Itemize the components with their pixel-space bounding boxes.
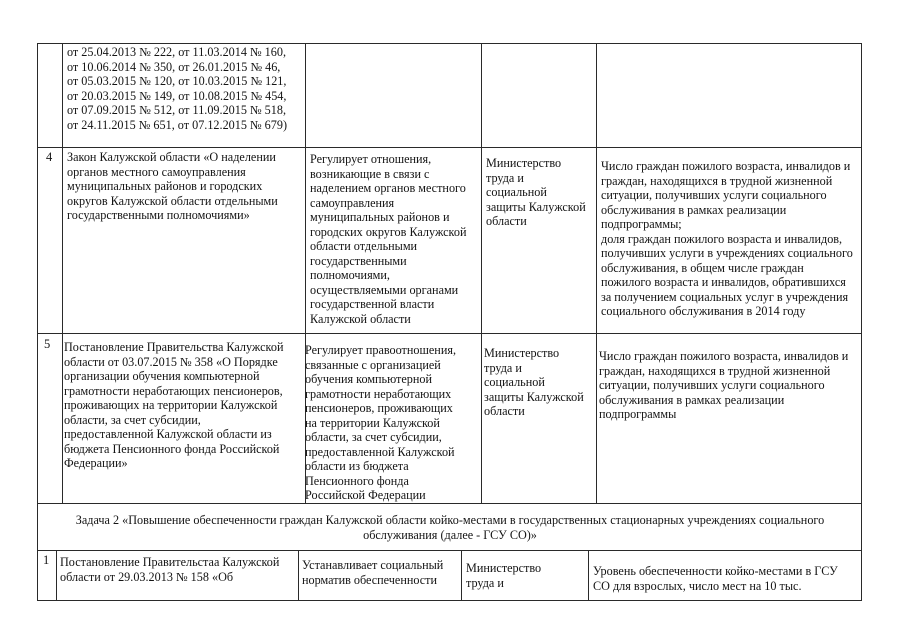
row-divider: [37, 43, 862, 44]
column-divider: [62, 43, 63, 503]
text-line: подпрограммы;: [601, 217, 682, 231]
text-line: граждан, находящихся в трудной жизненной: [601, 173, 833, 188]
row-number: 5: [44, 337, 51, 351]
row-divider: [37, 503, 862, 504]
text-line: Постановление Правительстаа Калужской: [60, 555, 280, 569]
text-line: предоставленной Калужской: [305, 444, 455, 459]
text-line: от 20.03.2015 № 149, от 10.08.2015 № 454,: [67, 88, 287, 103]
row-prev-document: [67, 45, 303, 132]
text-line: Число граждан пожилого возраста, инвалидов и: [601, 159, 851, 173]
row4-indicators: [601, 159, 859, 319]
text-line: от 25.04.2013 № 222, от 11.03.2014 № 160,: [67, 45, 286, 59]
text-line: Регулирует отношения,: [310, 152, 432, 166]
text-line: ситуации, получивших услуги социального: [601, 188, 827, 202]
text-line: бюджета Пенсионного фонда Российской: [64, 441, 280, 456]
row5-subject: [305, 343, 480, 503]
row1-subject: [302, 558, 460, 587]
row5-executor: [484, 346, 594, 419]
row-divider: [37, 550, 862, 551]
text-line: пожилого возраста и инвалидов, обратившихся: [601, 275, 846, 289]
table-right-border: [861, 43, 862, 503]
row-number: 4: [46, 150, 53, 164]
text-line: органов местного самоуправления: [67, 164, 246, 179]
table-left-border: [37, 43, 38, 503]
text-line: граждан, находящихся в трудной жизненной: [599, 363, 831, 378]
text-line: возникающие в связи с: [310, 166, 430, 181]
text-line: наделением органов местного: [310, 181, 466, 195]
text-line: области отдельными: [310, 239, 418, 253]
row5-document: [64, 340, 304, 471]
text-line: труда и: [484, 360, 522, 375]
text-line: на территории Калужской: [305, 415, 440, 430]
text-line: связанные с организацией: [305, 357, 441, 372]
text-line: проживающих на территории Калужской: [64, 398, 278, 412]
text-line: труда и: [486, 170, 524, 185]
text-line: области: [484, 404, 525, 418]
text-line: социального обслуживания в 2014 году: [601, 304, 806, 318]
text-line: полномочиями,: [310, 268, 390, 282]
text-line: области от 29.03.2013 № 158 «Об: [60, 569, 234, 584]
text-line: за получением социальных услуг в учреждения: [601, 289, 849, 304]
text-line: Число граждан пожилого возраста, инвалидов и: [599, 349, 849, 363]
table-right-border: [861, 503, 862, 550]
text-line: грамотности неработающих пенсионеров,: [64, 383, 283, 398]
text-line: Министерство: [486, 156, 562, 170]
text-line: осуществляемыми органами: [310, 282, 459, 297]
text-line: Регулирует правоотношения,: [305, 343, 456, 357]
text-line: Задача 2 «Повышение обеспеченности граждан Калужской области койко-местами в государственных стационарных учреждениях социального: [75, 513, 825, 527]
text-line: самоуправления: [310, 195, 395, 210]
row-number: 1: [43, 553, 50, 567]
column-divider: [481, 43, 482, 503]
text-line: Уровень обеспеченности койко-местами в ГСУ: [593, 564, 838, 578]
row5-indicators: [599, 349, 859, 422]
row4-executor: [486, 156, 594, 229]
text-line: Постановление Правительства Калужской: [64, 340, 284, 354]
text-line: Федерации»: [64, 456, 128, 470]
task-heading: [40, 513, 860, 543]
text-line: социальной: [484, 375, 545, 389]
text-line: области, за счет субсидии,: [64, 412, 201, 427]
text-line: получивших услуги в учреждениях социального: [601, 246, 853, 260]
text-line: обслуживания (далее - ГСУ СО)»: [363, 528, 537, 542]
row-divider: [37, 147, 862, 148]
row1-executor: [466, 561, 586, 590]
text-line: ситуации, получивших услуги социального: [599, 378, 825, 392]
text-line: Министерство: [466, 561, 542, 575]
text-line: норматив обеспеченности: [302, 572, 438, 587]
text-line: от 10.06.2014 № 350, от 26.01.2015 № 46,: [67, 59, 281, 74]
column-divider: [56, 550, 57, 600]
text-line: от 24.11.2015 № 651, от 07.12.2015 № 679): [67, 117, 288, 132]
text-line: СО для взрослых, число мест на 10 тыс.: [593, 578, 802, 593]
text-line: области, за счет субсидии,: [305, 430, 442, 444]
row1-indicators: [593, 564, 859, 593]
text-line: государственными: [310, 253, 407, 268]
text-line: муниципальных районов и: [310, 210, 450, 224]
text-line: Закон Калужской области «О наделении: [67, 150, 276, 164]
column-divider: [461, 550, 462, 600]
text-line: подпрограммы: [599, 407, 677, 421]
text-line: Министерство: [484, 346, 560, 360]
text-line: области из бюджета: [305, 459, 409, 473]
row4-subject: [310, 152, 480, 326]
text-line: пенсионеров, проживающих: [305, 401, 453, 415]
table-right-border: [861, 550, 862, 600]
text-line: государственной власти: [310, 297, 435, 311]
text-line: Устанавливает социальный: [302, 558, 444, 572]
row4-document: [67, 150, 303, 223]
text-line: округов Калужской области отдельными: [67, 193, 278, 208]
text-line: Российской Федерации: [305, 488, 426, 502]
text-line: обслуживания в рамках реализации: [601, 202, 787, 217]
table-left-border: [37, 550, 38, 600]
row-divider: [37, 600, 862, 601]
column-divider: [298, 550, 299, 600]
text-line: муниципальных районов и городских: [67, 179, 263, 193]
text-line: государственными полномочиями»: [67, 208, 250, 222]
text-line: защиты Калужской: [486, 199, 586, 214]
table-left-border: [37, 503, 38, 550]
text-line: обучения компьютерной: [305, 372, 433, 386]
text-line: городских округов Калужской: [310, 224, 467, 239]
text-line: обслуживания в рамках реализации: [599, 392, 785, 407]
text-line: Калужской области: [310, 311, 411, 326]
text-line: области от 03.07.2015 № 358 «О Порядке: [64, 354, 278, 369]
text-line: Пенсионного фонда: [305, 473, 409, 488]
text-line: области: [486, 214, 527, 228]
text-line: доля граждан пожилого возраста и инвалидов,: [601, 231, 843, 246]
text-line: труда и: [466, 575, 504, 590]
text-line: обслуживания, в общем числе граждан: [601, 260, 804, 275]
text-line: предоставленной Калужской области из: [64, 427, 272, 441]
text-line: от 07.09.2015 № 512, от 11.09.2015 № 518,: [67, 103, 286, 117]
row1-document: [60, 555, 298, 584]
text-line: социальной: [486, 185, 547, 199]
text-line: от 05.03.2015 № 120, от 10.03.2015 № 121,: [67, 74, 287, 88]
text-line: защиты Калужской: [484, 389, 584, 404]
column-divider: [588, 550, 589, 600]
column-divider: [596, 43, 597, 503]
text-line: грамотности неработающих: [305, 386, 452, 401]
text-line: организации обучения компьютерной: [64, 369, 260, 383]
row-divider: [37, 333, 862, 334]
